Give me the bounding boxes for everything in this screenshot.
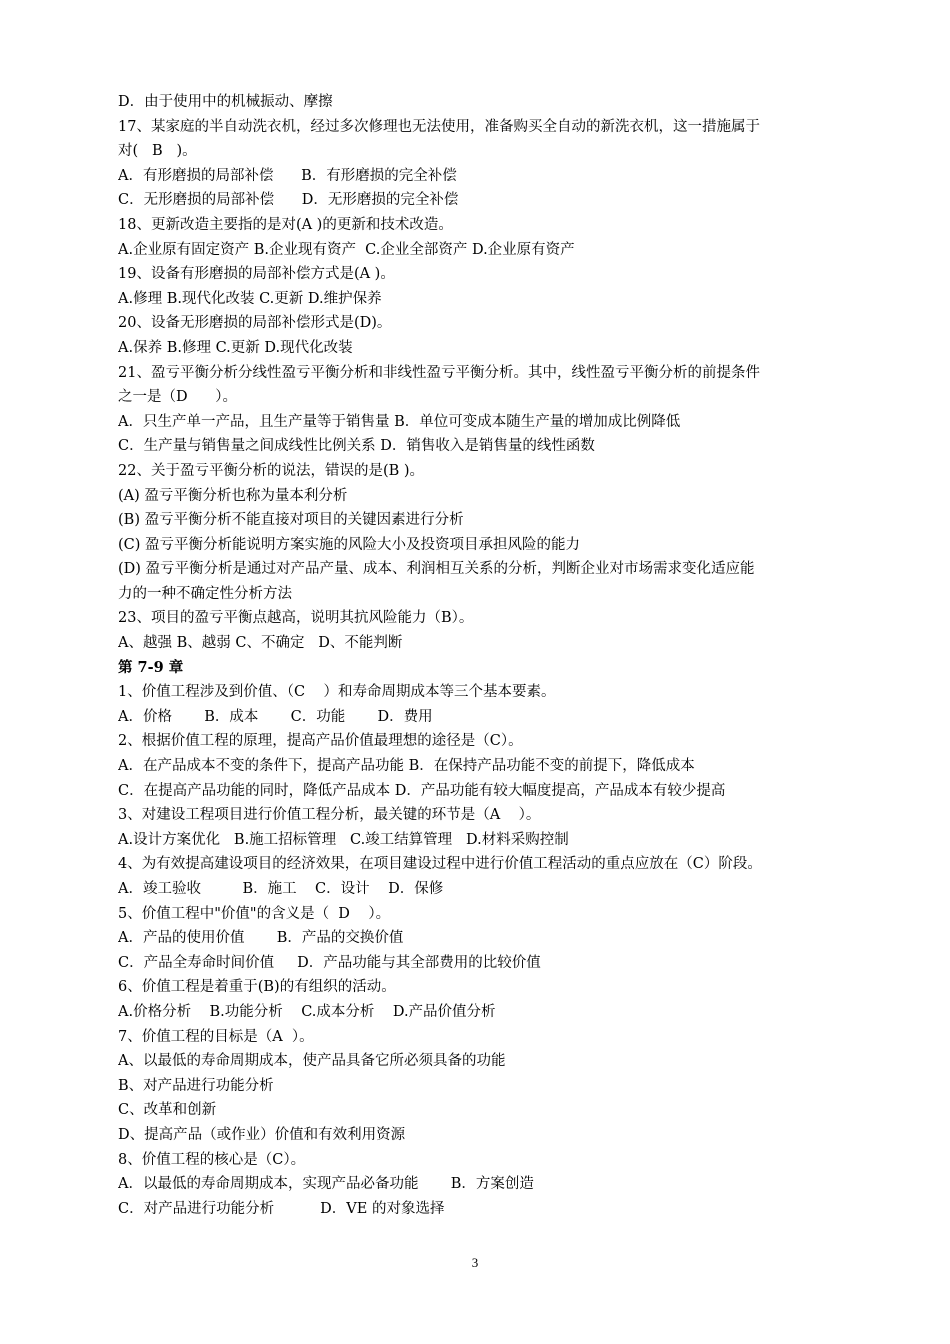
text-line: A．只生产单一产品，且生产量等于销售量 B．单位可变成本随生产量的增加成比例降低 (118, 413, 681, 430)
text-line: D、提高产品（或作业）价值和有效利用资源 (118, 1126, 406, 1143)
text-line: A．在产品成本不变的条件下，提高产品功能 B．在保持产品功能不变的前提下，降低成本 (118, 758, 695, 775)
page-number: 3 (471, 1255, 479, 1270)
text-line: A.设计方案优化 B.施工招标管理 C.竣工结算管理 D.材料采购控制 (118, 831, 569, 848)
text-line: C．生产量与销售量之间成线性比例关系 D．销售收入是销售量的线性函数 (118, 438, 595, 455)
text-line: 3、对建设工程项目进行价值工程分析，最关键的环节是（A ）。 (118, 807, 541, 824)
text-line: A.价格分析 B.功能分析 C.成本分析 D.产品价值分析 (118, 1003, 496, 1020)
text-line: C．无形磨损的局部补偿 D．无形磨损的完全补偿 (118, 192, 459, 209)
text-line: 7、价值工程的目标是（A ）。 (118, 1028, 314, 1045)
text-line: 5、价值工程中"价值"的含义是（ D ）。 (118, 905, 391, 922)
text-line: A．有形磨损的局部补偿 B．有形磨损的完全补偿 (118, 167, 457, 184)
text-line: 力的一种不确定性分析方法 (118, 585, 292, 602)
text-line: A.企业原有固定资产 B.企业现有资产 C.企业全部资产 D.企业原有资产 (118, 241, 575, 258)
text-line: 20、设备无形磨损的局部补偿形式是(D)。 (118, 315, 392, 332)
text-line: 8、价值工程的核心是（C）。 (118, 1151, 306, 1168)
text-line: 1、价值工程涉及到价值、（C ）和寿命周期成本等三个基本要素。 (118, 684, 556, 701)
text-line: C、改革和创新 (118, 1102, 217, 1119)
text-line: A．产品的使用价值 B．产品的交换价值 (118, 930, 404, 947)
text-line: 2、根据价值工程的原理，提高产品价值最理想的途径是（C）。 (118, 733, 523, 750)
text-line: 17、某家庭的半自动洗衣机，经过多次修理也无法使用，准备购买全自动的新洗衣机，这一措施属于 (118, 118, 760, 135)
text-line: A.修理 B.现代化改装 C.更新 D.维护保养 (118, 290, 382, 307)
text-line: (B) 盈亏平衡分析不能直接对项目的关键因素进行分析 (118, 512, 464, 529)
text-line: A．竣工验收 B．施工 C．设计 D．保修 (118, 881, 444, 897)
text-line: (A) 盈亏平衡分析也称为量本利分析 (118, 487, 348, 504)
text-line: C．对产品进行功能分析 D．VE 的对象选择 (118, 1200, 445, 1217)
text-line: 18、更新改造主要指的是对(A )的更新和技术改造。 (118, 216, 453, 233)
text-line: 第 7-9 章 (118, 658, 184, 676)
text-line: 19、设备有形磨损的局部补偿方式是(A )。 (118, 266, 395, 283)
text-line: 4、为有效提高建设项目的经济效果，在项目建设过程中进行价值工程活动的重点应放在（C）阶段。 (118, 856, 762, 873)
text-line: A.保养 B.修理 C.更新 D.现代化改装 (118, 339, 353, 356)
text-line: 之一是（D ）。 (118, 389, 238, 406)
text-line: B、对产品进行功能分析 (118, 1077, 274, 1094)
text-line: A．以最低的寿命周期成本，实现产品必备功能 B．方案创造 (118, 1176, 534, 1193)
document-body (118, 90, 868, 1221)
text-line: (C) 盈亏平衡分析能说明方案实施的风险大小及投资项目承担风险的能力 (118, 536, 581, 553)
text-line: A、越强 B、越弱 C、不确定 D、不能判断 (118, 635, 403, 652)
text-line: 6、价值工程是着重于(B)的有组织的活动。 (118, 979, 396, 996)
text-line: C．产品全寿命时间价值 D．产品功能与其全部费用的比较价值 (118, 954, 541, 971)
text-line: C．在提高产品功能的同时，降低产品成本 D．产品功能有较大幅度提高，产品成本有较少提高 (118, 782, 726, 799)
text-line: A．价格 B．成本 C．功能 D．费用 (118, 708, 433, 725)
text-line: A、以最低的寿命周期成本，使产品具备它所必须具备的功能 (118, 1053, 506, 1070)
text-line: 21、盈亏平衡分析分线性盈亏平衡分析和非线性盈亏平衡分析。其中，线性盈亏平衡分析的前提条件 (118, 364, 760, 381)
text-line: 22、关于盈亏平衡分析的说法，错误的是(B )。 (118, 462, 425, 479)
text-line: D．由于使用中的机械振动、摩擦 (118, 94, 333, 110)
text-line: 23、项目的盈亏平衡点越高，说明其抗风险能力（B）。 (118, 610, 474, 627)
text-line: (D) 盈亏平衡分析是通过对产品产量、成本、利润相互关系的分析，判断企业对市场需求变化适应能 (118, 561, 755, 578)
text-line: 对( B )。 (118, 143, 197, 160)
